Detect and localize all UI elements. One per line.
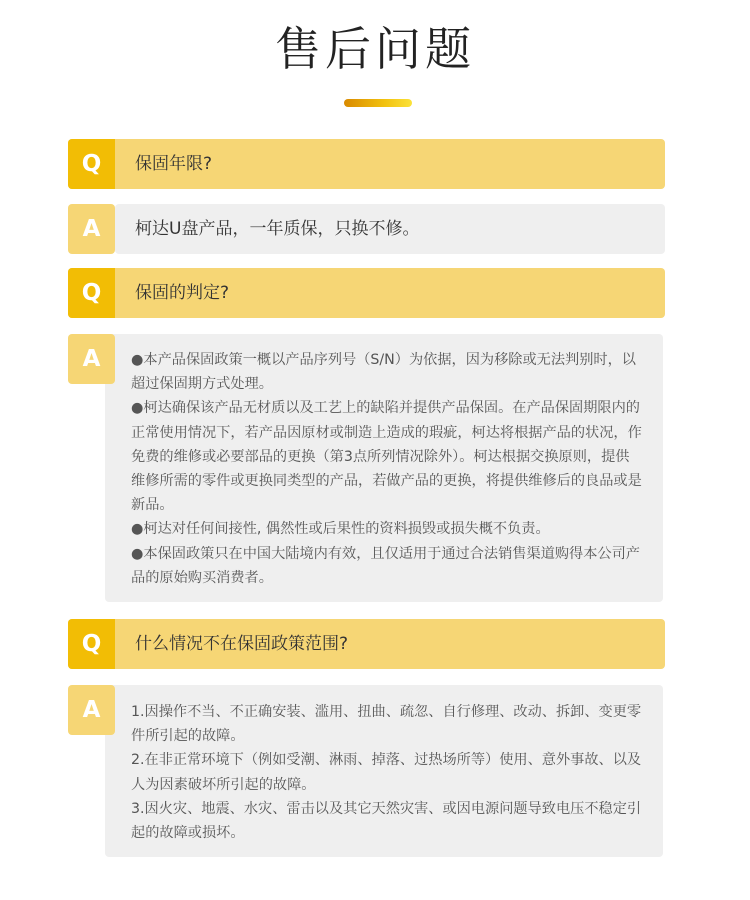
- answer-badge: A: [68, 685, 115, 735]
- answer-badge: A: [68, 334, 115, 384]
- answer-paragraph: ●本保固政策只在中国大陆境内有效，且仅适用于通过合法销售渠道购得本公司产品的原始购买消费者。: [131, 545, 640, 586]
- question-bar-1: [68, 139, 665, 189]
- question-badge: Q: [68, 619, 115, 669]
- answer-paragraph: ●柯达确保该产品无材质以及工艺上的缺陷并提供产品保固。在产品保固期限内的正常使用情况下，若产品因原材或制造上造成的瑕疵，柯达将根据产品的状况，作免费的维修或必要部品的更换（第3点所列情况除外）。柯达根据交换原则，提供维修所需的零件或更换同类型的产品，若做产品的更换，将提供维修后的良品或是新品。: [131, 400, 642, 514]
- question-bar-2: [68, 268, 665, 318]
- answer-paragraph: 3.因火灾、地震、水灾、雷击以及其它天然灾害、或因电源问题导致电压不稳定引起的故障或损坏。: [131, 800, 642, 842]
- answer-paragraph: 2.在非正常环境下（例如受潮、淋雨、掉落、过热场所等）使用、意外事故、以及人为因素破坏所引起的故障。: [131, 752, 642, 793]
- answer-text: [131, 700, 647, 845]
- answer-text: 柯达U盘产品，一年质保，只换不修。: [135, 219, 420, 239]
- question-text: 保固的判定?: [135, 283, 230, 303]
- answer-paragraph: ●柯达对任何间接性, 偶然性或后果性的资料损毁或损失概不负责。: [131, 521, 550, 538]
- question-badge: Q: [68, 268, 115, 318]
- question-text: 什么情况不在保固政策范围?: [135, 634, 349, 654]
- answer-paragraph: ●本产品保固政策一概以产品序列号（S/N）为依据，因为移除或无法判别时，以超过保固期方式处理。: [131, 352, 636, 393]
- page-title: 售后问题: [275, 22, 475, 76]
- question-badge: Q: [68, 139, 115, 189]
- title-underline: [344, 99, 412, 107]
- answer-text: [131, 348, 643, 590]
- question-text: 保固年限?: [135, 154, 213, 174]
- question-bar-3: [68, 619, 665, 669]
- answer-badge: A: [68, 204, 115, 254]
- answer-paragraph: 1.因操作不当、不正确安装、滥用、扭曲、疏忽、自行修理、改动、拆卸、变更零件所引起的故障。: [131, 704, 642, 745]
